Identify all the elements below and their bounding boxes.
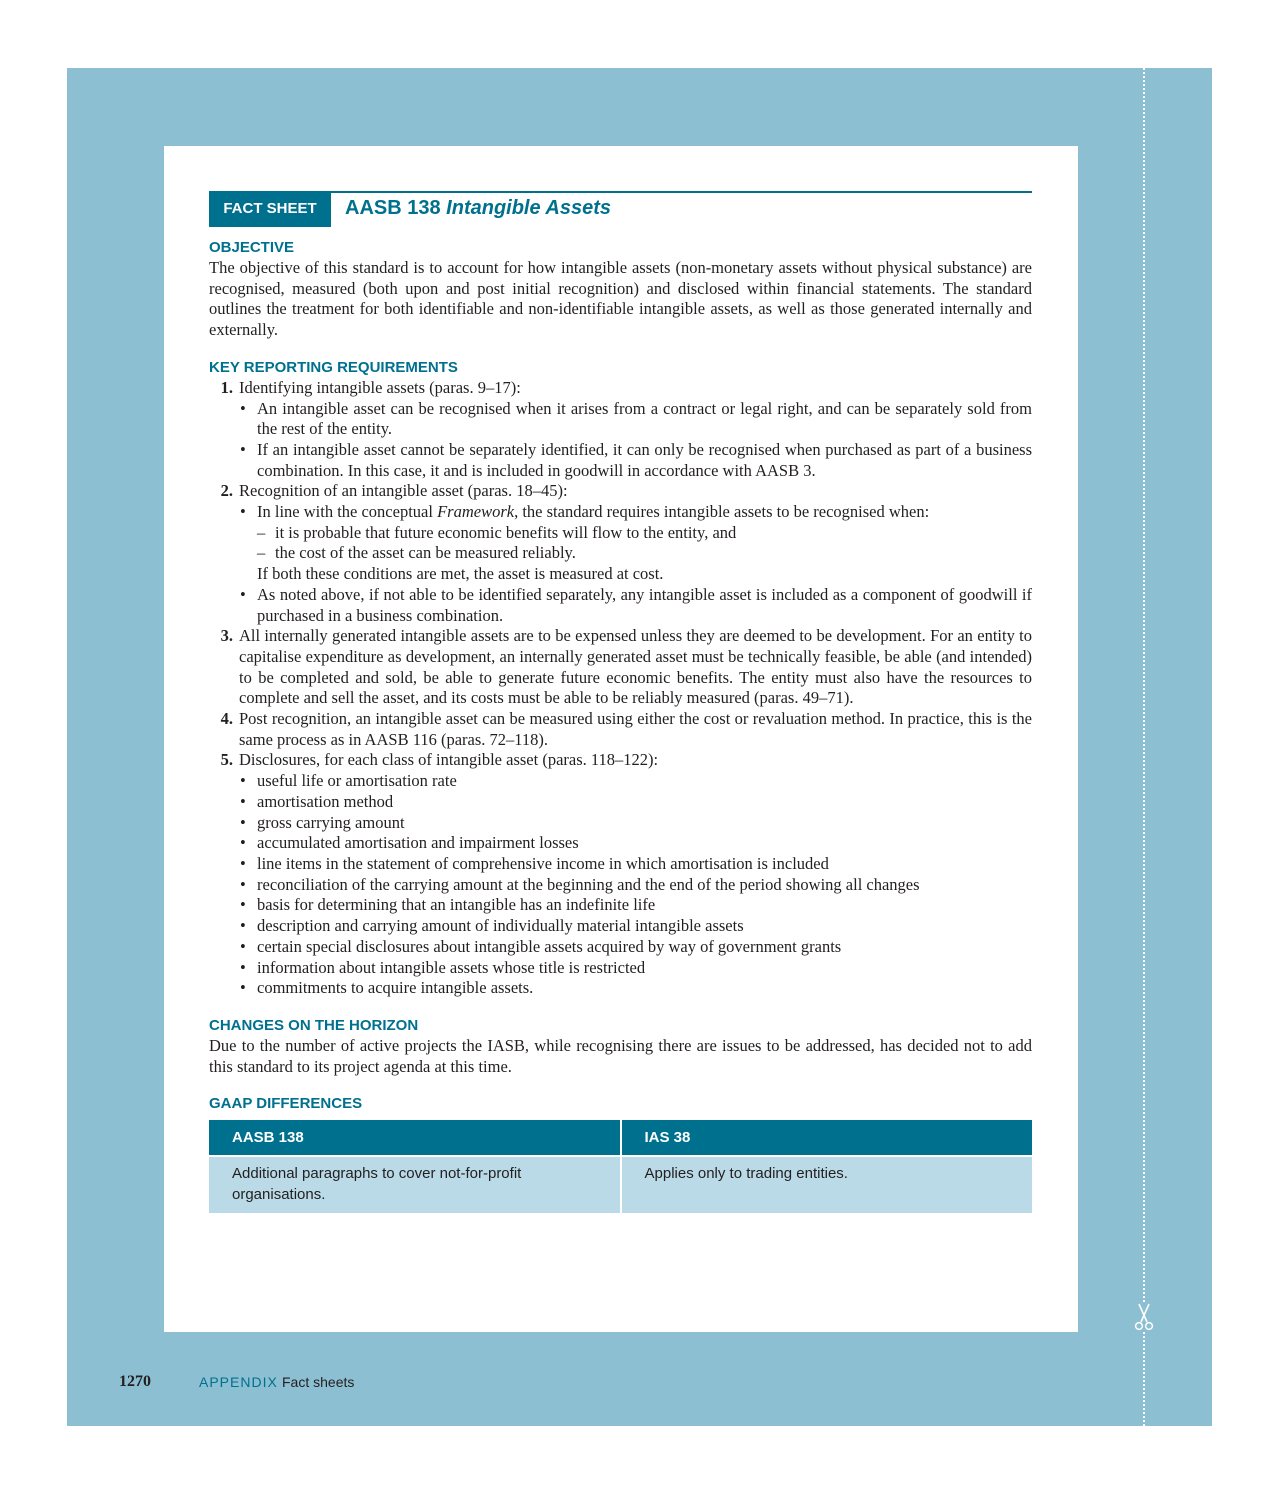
table-cell: Additional paragraphs to cover not-for-profit organisations. bbox=[209, 1156, 621, 1213]
footer-section: APPENDIX bbox=[199, 1374, 278, 1390]
list-item: • amortisation method bbox=[239, 792, 1032, 813]
column-header-aasb: AASB 138 bbox=[209, 1120, 621, 1156]
table-cell: Applies only to trading entities. bbox=[621, 1156, 1033, 1213]
table-header-row bbox=[209, 1120, 1032, 1156]
fact-sheet-header bbox=[209, 191, 1032, 227]
requirement-number: 1. bbox=[220, 377, 233, 397]
list-item: • If an intangible asset cannot be separately identified, it can only be recognised when purchased as part of a business combination. In this case, it and is included in goodwill in accordance with AASB 3. bbox=[239, 440, 1032, 481]
requirement-text: All internally generated intangible assets are to be expensed unless they are deemed to be development. For an entity to capitalise expenditure as development, an internally generated asset must be technically feasible, be able (and intended) to be completed and sold, be able to generate future economic benefits. The entity must also have the resources to complete and sell the asset, and its costs must be able to be reliably measured (paras. 49–71). bbox=[239, 626, 1032, 708]
list-item: • An intangible asset can be recognised when it arises from a contract or legal right, and can be separately sold from the rest of the entity. bbox=[239, 399, 1032, 440]
requirement-number: 5. bbox=[220, 750, 233, 770]
list-item: • certain special disclosures about intangible assets acquired by way of government grants bbox=[239, 937, 1032, 958]
requirement-text: Identifying intangible assets (paras. 9–17): bbox=[239, 377, 521, 397]
title-name: Intangible Assets bbox=[446, 197, 612, 219]
horizon-heading: CHANGES ON THE HORIZON bbox=[209, 1016, 419, 1034]
framework-term: Framework bbox=[437, 502, 515, 522]
page-title bbox=[345, 198, 611, 219]
list-item: • commitments to acquire intangible assets. bbox=[239, 978, 1032, 999]
title-standard: AASB 138 bbox=[345, 197, 441, 219]
objective-text: The objective of this standard is to account for how intangible assets (non-monetary assets without physical substance) are recognised, measured (both upon and post initial recognition) and disclosed within financial statements. The standard outlines the treatment for both identifiable and non-identifiable intangible assets, as well as those generated internally and externally. bbox=[209, 258, 1032, 340]
fact-sheet-tag: FACT SHEET bbox=[209, 191, 331, 227]
requirement-item bbox=[209, 626, 1032, 709]
footer-subsection: Fact sheets bbox=[282, 1374, 355, 1390]
objective-heading: OBJECTIVE bbox=[209, 239, 295, 256]
requirement-item bbox=[209, 481, 1032, 626]
table-row bbox=[209, 1156, 1032, 1213]
gaap-differences-table bbox=[209, 1120, 1032, 1213]
fact-sheet-content bbox=[209, 191, 1032, 1213]
requirement-text: Post recognition, an intangible asset can be measured using either the cost or revaluation method. In practice, this is the same process as in AASB 116 (paras. 72–118). bbox=[239, 709, 1032, 749]
requirement-text: Disclosures, for each class of intangible asset (paras. 118–122): bbox=[239, 750, 659, 770]
requirements-list bbox=[209, 378, 1032, 999]
page-number: 1270 bbox=[119, 1373, 151, 1390]
requirement-bullets bbox=[239, 399, 1032, 482]
list-item: • useful life or amortisation rate bbox=[239, 771, 1032, 792]
requirement-bullets bbox=[239, 502, 1032, 626]
requirement-text: Recognition of an intangible asset (paras. 18–45): bbox=[239, 481, 568, 501]
conditions-note: If both these conditions are met, the asset is measured at cost. bbox=[257, 564, 664, 584]
list-item: • As noted above, if not able to be identified separately, any intangible asset is included as a component of goodwill if purchased in a business combination. bbox=[239, 585, 1032, 626]
requirement-number: 3. bbox=[220, 626, 233, 646]
list-item bbox=[239, 502, 1032, 585]
list-item: • gross carrying amount bbox=[239, 813, 1032, 834]
requirement-item bbox=[209, 750, 1032, 998]
list-item: • reconciliation of the carrying amount at the beginning and the end of the period showing all changes bbox=[239, 875, 1032, 896]
requirements-heading: KEY REPORTING REQUIREMENTS bbox=[209, 358, 458, 376]
requirement-item bbox=[209, 709, 1032, 750]
disclosure-list bbox=[239, 771, 1032, 999]
requirement-number: 4. bbox=[220, 709, 233, 729]
header-rule bbox=[209, 191, 1032, 193]
list-item: – the cost of the asset can be measured reliably. bbox=[257, 543, 1032, 564]
bullet-text: , the standard requires intangible assets to be recognised when: bbox=[514, 502, 930, 522]
fact-sheet bbox=[164, 146, 1078, 1332]
condition-list bbox=[257, 523, 1032, 564]
scissors-icon bbox=[1133, 1302, 1155, 1332]
horizon-text: Due to the number of active projects the IASB, while recognising there are issues to be addressed, has decided not to add this standard to its project agenda at this time. bbox=[209, 1035, 1032, 1076]
bullet-text: In line with the conceptual bbox=[257, 502, 438, 522]
requirement-number: 2. bbox=[220, 481, 233, 501]
list-item: • basis for determining that an intangible has an indefinite life bbox=[239, 895, 1032, 916]
requirement-item bbox=[209, 378, 1032, 482]
list-item: • description and carrying amount of individually material intangible assets bbox=[239, 916, 1032, 937]
list-item: • line items in the statement of comprehensive income in which amortisation is included bbox=[239, 854, 1032, 875]
gaap-heading: GAAP DIFFERENCES bbox=[209, 1095, 363, 1113]
column-header-ias: IAS 38 bbox=[621, 1120, 1033, 1156]
list-item: • accumulated amortisation and impairment losses bbox=[239, 833, 1032, 854]
list-item: – it is probable that future economic benefits will flow to the entity, and bbox=[257, 523, 1032, 544]
cut-line bbox=[1143, 68, 1145, 1426]
list-item: • information about intangible assets whose title is restricted bbox=[239, 958, 1032, 979]
